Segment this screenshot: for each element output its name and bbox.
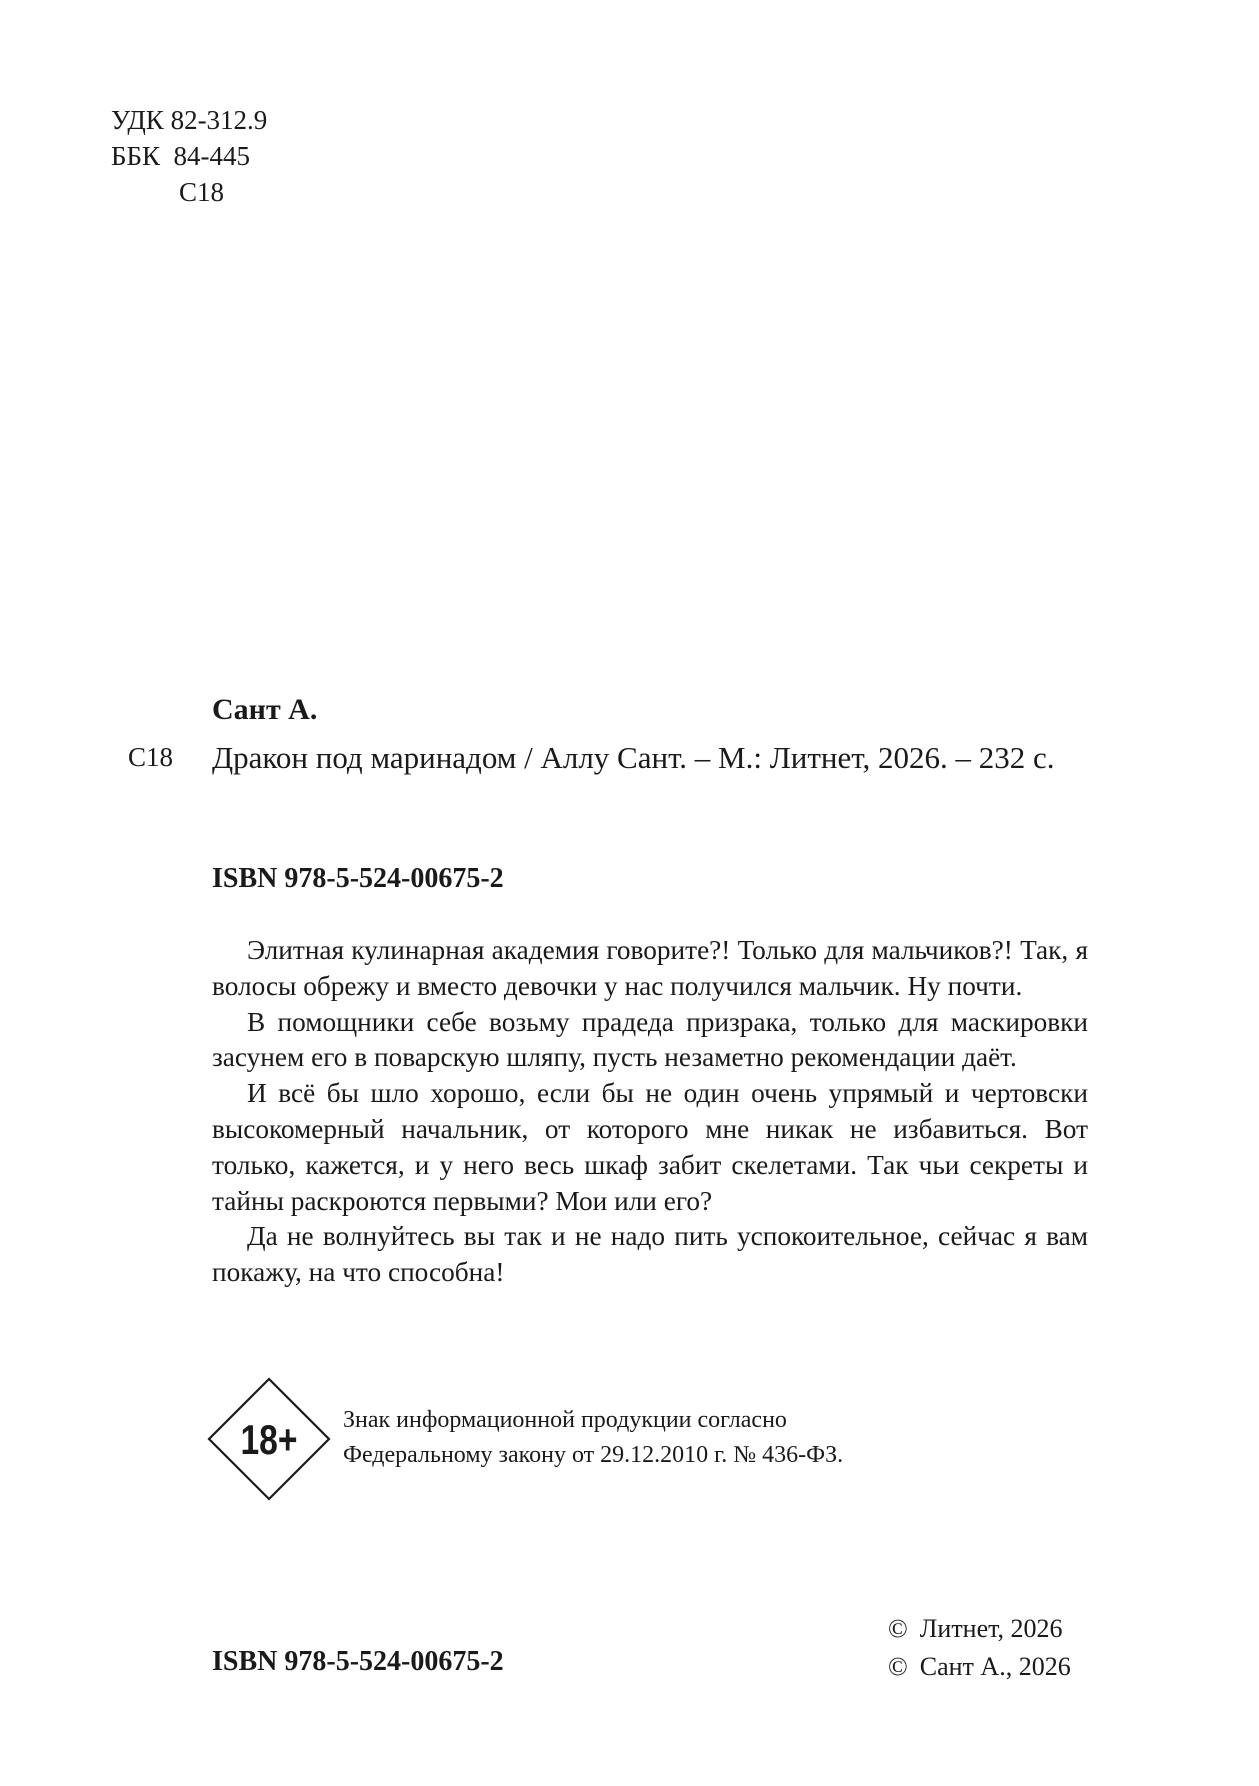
author-sign-code: С18	[179, 177, 225, 207]
side-author-sign-code: С18	[128, 742, 174, 772]
age-rating-note-line: Знак информационной продукции согласно	[343, 1407, 787, 1433]
copyright-block	[888, 1610, 1071, 1686]
age-rating-badge	[207, 1377, 331, 1501]
annotation-paragraph: Да не волнуйтесь вы так и не надо пить успокоительное, сейчас я вам покажу, на что способна!	[212, 1221, 1088, 1288]
age-rating-label: 18+	[240, 1417, 298, 1464]
udk-code: УДК 82-312.9	[111, 105, 268, 135]
copyright-publisher: Литнет, 2026	[919, 1614, 1063, 1643]
author-name: Сант А.	[212, 693, 318, 726]
age-rating-note-line: Федеральному закону от 29.12.2010 г. № 436-ФЗ.	[343, 1442, 844, 1468]
copyright-author-line	[888, 1648, 1071, 1686]
bbk-code: ББК 84-445	[111, 141, 251, 171]
annotation-paragraph: В помощники себе возьму прадеда призрака, только для маскировки засунем его в поварскую шляпу, пусть незаметно рекомендации даёт.	[212, 1006, 1088, 1073]
annotation	[212, 933, 1088, 1291]
copyright-symbol: ©	[888, 1652, 908, 1681]
bibliographic-description: Дракон под маринадом / Аллу Сант. – М.: Литнет, 2026. – 232 с.	[212, 740, 1055, 775]
copyright-publisher-line	[888, 1610, 1071, 1648]
copyright-symbol: ©	[888, 1614, 908, 1643]
annotation-paragraph: И всё бы шло хорошо, если бы не один очень упрямый и чертовски высокомерный начальник, от которого мне никак не избавиться. Вот только, кажется, и у него весь шкаф забит скелетами. Так чьи секреты и тайны раскроются первыми? Мои или его?	[212, 1078, 1088, 1216]
age-rating-note	[343, 1403, 843, 1473]
isbn-footer: ISBN 978-5-524-00675-2	[212, 1646, 504, 1677]
annotation-paragraph: Элитная кулинарная академия говорите?! Только для мальчиков?! Так, я волосы обрежу и вместо девочки у нас получился мальчик. Ну почти.	[212, 935, 1088, 1001]
copyright-author: Сант А., 2026	[919, 1652, 1071, 1681]
isbn: ISBN 978-5-524-00675-2	[212, 863, 504, 894]
